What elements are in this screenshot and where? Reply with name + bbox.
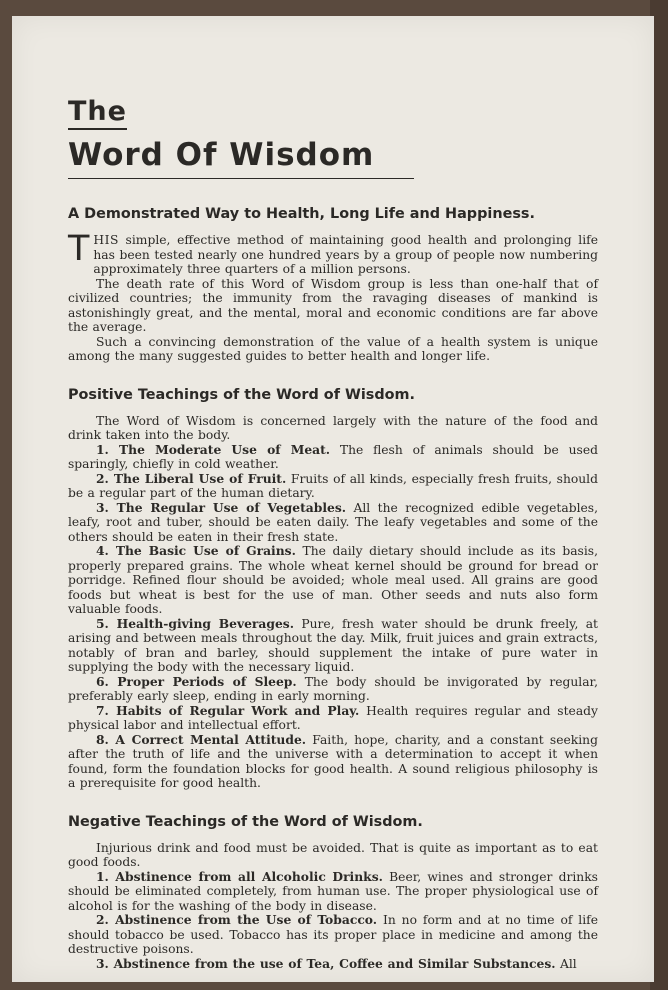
item-text: Health requires regular and steady physical labor and intellectual effort. bbox=[68, 703, 598, 732]
item-text: Fruits of all kinds, especially fresh fruits, should be a regular part of the human dietary. bbox=[68, 471, 598, 500]
positive-item bbox=[68, 733, 598, 791]
item-text: In no form and at no time of life should tobacco be used. Tobacco has its proper place in medicine and among the destructive poisons. bbox=[68, 913, 599, 956]
item-title: 2. The Liberal Use of Fruit. bbox=[96, 470, 287, 486]
item-text: All the recognized edible vegetables, leafy, root and tuber, should be eaten daily. The leafy vegetables and some of the others should be eaten in their fresh state. bbox=[68, 500, 599, 544]
intro-p1-text: simple, effective method of maintaining good health and prolonging life has been tested nearly one hundred years by a group of people now numbering approximately three quarters of a million persons. bbox=[93, 233, 598, 276]
item-text: Beer, wines and stronger drinks should be eliminated completely, from human use. The proper physiological use of alcohol is for the washing of the body in disease. bbox=[68, 869, 598, 913]
item-text: Pure, fresh water should be drunk freely, at arising and between meals throughout the day. Milk, fruit juices and grain extracts, notably of bran and barley, should supplement the intake of pure water in supplying the body with the necessary liquid. bbox=[68, 616, 598, 674]
negative-intro: Injurious drink and food must be avoided. That is quite as important as to eat good foods. bbox=[68, 840, 598, 869]
positive-item bbox=[68, 675, 598, 704]
item-title: 3. The Regular Use of Vegetables. bbox=[96, 499, 347, 515]
positive-item bbox=[68, 617, 598, 675]
subtitle-heading: A Demonstrated Way to Health, Long Life and Happiness. bbox=[68, 206, 535, 222]
item-title: 3. Abstinence from the use of Tea, Coffee and Similar Substances. bbox=[96, 955, 556, 971]
title-small: The bbox=[68, 96, 127, 130]
negative-heading: Negative Teachings of the Word of Wisdom. bbox=[68, 813, 423, 830]
item-text: Faith, hope, charity, and a constant seeking after the truth of life and the universe with a determination to accept it when found, form the foundation blocks for good health. A sound religious philosophy is a prerequisite for good health. bbox=[68, 732, 598, 790]
positive-section bbox=[68, 414, 598, 791]
item-text: The daily dietary should include as its basis, properly prepared grains. The whole wheat kernel should be ground for bread or porridge. Refined flour should be avoided; whole meal used. All grains are good foods but wheat is best for the use of man. Other seeds and nuts also form valuable foods. bbox=[68, 544, 598, 616]
intro-paragraph-3: Such a convincing demonstration of the value of a health system is unique among the many suggested guides to better health and longer life. bbox=[68, 334, 598, 363]
item-title: 2. Abstinence from the Use of Tobacco. bbox=[96, 912, 378, 927]
item-text: All bbox=[555, 956, 577, 971]
item-title: 6. Proper Periods of Sleep. bbox=[96, 673, 297, 689]
item-text: The body should be invigorated by regular, preferably early sleep, ending in early morning. bbox=[68, 674, 598, 703]
positive-item bbox=[68, 544, 598, 617]
item-title: 7. Habits of Regular Work and Play. bbox=[96, 702, 360, 718]
item-title: 1. The Moderate Use of Meat. bbox=[96, 441, 331, 457]
intro-paragraph-1 bbox=[68, 229, 598, 277]
intro-paragraph-2: The death rate of this Word of Wisdom group is less than one-half that of civilized countries; the immunity from the ravaging diseases of mankind is astonishingly great, and the mental, moral and economic conditions are far above the average. bbox=[68, 276, 598, 334]
item-text: The flesh of animals should be used sparingly, chiefly in cold weather. bbox=[68, 442, 599, 471]
positive-item bbox=[68, 443, 598, 472]
document-page bbox=[12, 16, 654, 982]
negative-section bbox=[68, 841, 598, 972]
positive-intro: The Word of Wisdom is concerned largely with the nature of the food and drink taken into the body. bbox=[68, 413, 598, 442]
negative-item bbox=[68, 957, 598, 972]
item-title: 8. A Correct Mental Attitude. bbox=[96, 731, 307, 747]
negative-item bbox=[68, 913, 598, 957]
item-title: 1. Abstinence from all Alcoholic Drinks. bbox=[96, 868, 383, 884]
page-content bbox=[68, 96, 598, 971]
drop-cap: T bbox=[68, 229, 90, 269]
item-title: 5. Health-giving Beverages. bbox=[96, 615, 294, 631]
positive-item bbox=[68, 704, 598, 733]
intro-section bbox=[68, 229, 598, 364]
lead-word: HIS bbox=[93, 233, 119, 247]
positive-heading: Positive Teachings of the Word of Wisdom. bbox=[68, 386, 415, 403]
positive-item bbox=[68, 501, 598, 545]
item-title: 4. The Basic Use of Grains. bbox=[96, 543, 296, 558]
positive-item bbox=[68, 472, 598, 501]
negative-item bbox=[68, 870, 598, 914]
page-title: Word Of Wisdom bbox=[68, 136, 414, 179]
